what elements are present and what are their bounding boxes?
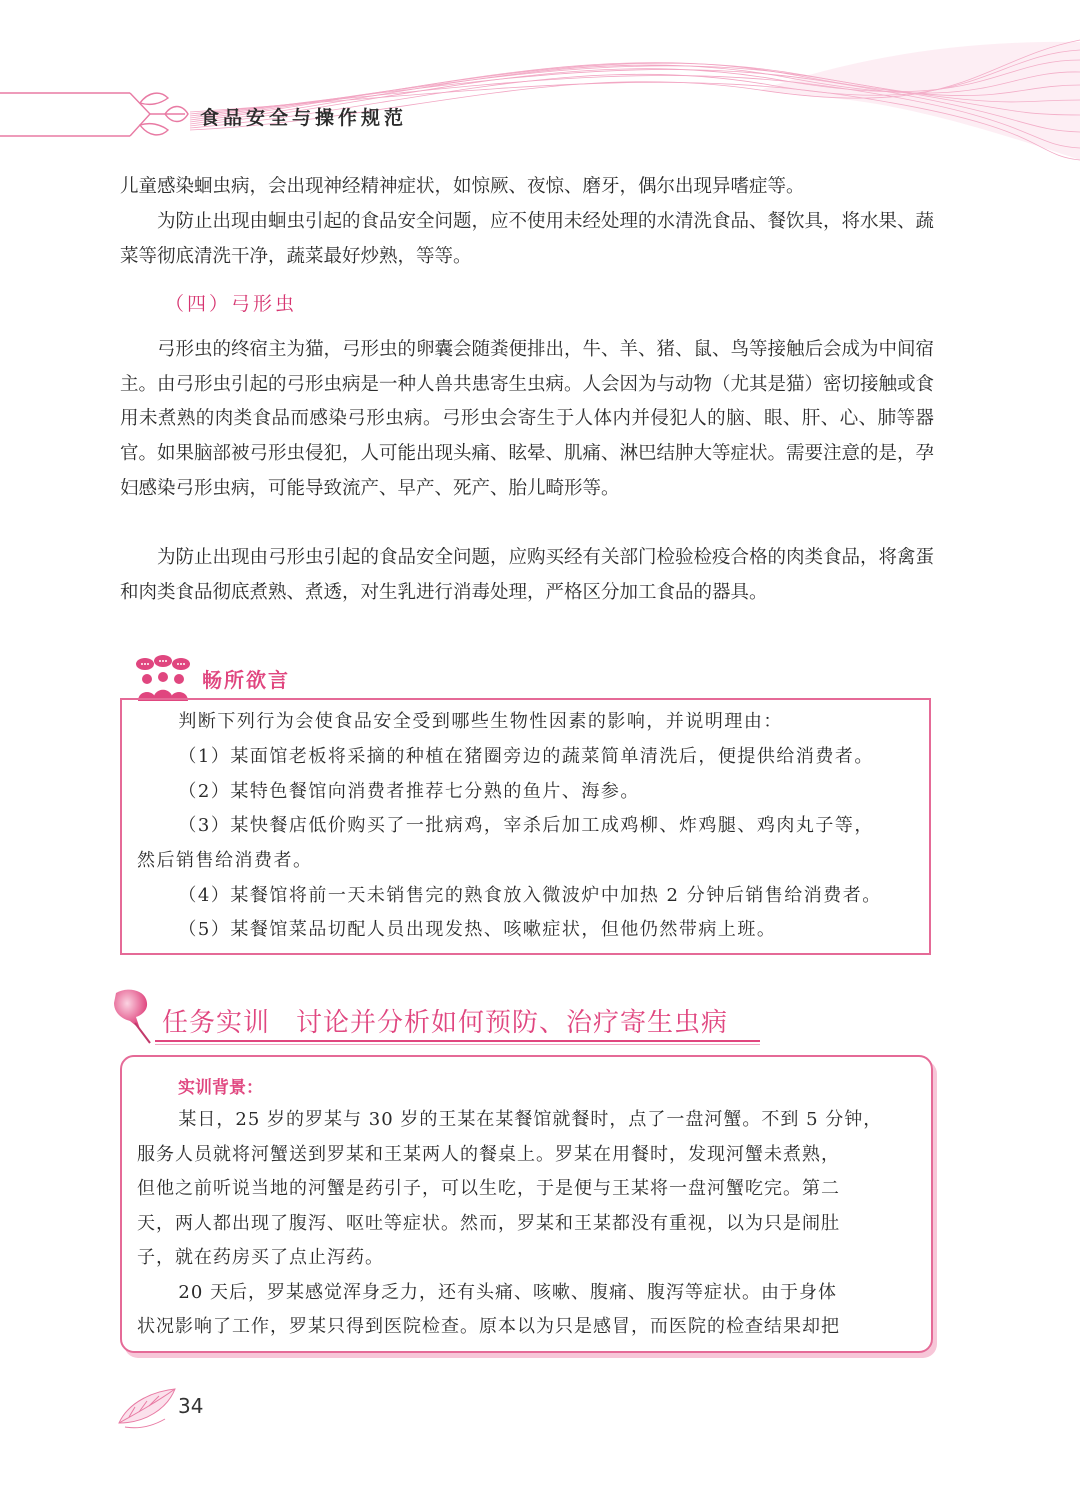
discussion-item-1: （1）某面馆老板将采摘的种植在猪圈旁边的蔬菜简单清洗后，便提供给消费者。 (178, 746, 874, 767)
discussion-item-5: （5）某餐馆菜品切配人员出现发热、咳嗽症状，但他仍然带病上班。 (178, 919, 777, 940)
pushpin-icon (108, 985, 158, 1045)
section-heading-toxoplasma: （四）弓形虫 (165, 293, 298, 315)
task-title-underline (155, 1040, 760, 1042)
background-line-7: 状况影响了工作，罗某只得到医院检查。原本以为只是感冒，而医院的检查结果却把 (137, 1316, 840, 1337)
paragraph-toxoplasma-prevention: 为防止出现由弓形虫引起的食品安全问题，应购买经有关部门检验检疫合格的肉类食品，将禽蛋和肉类食品彻底煮熟、煮透，对生乳进行消毒处理，严格区分加工食品的器具。 (120, 547, 935, 603)
paragraph-toxoplasma-description: 弓形虫的终宿主为猫，弓形虫的卵囊会随粪便排出，牛、羊、猪、鼠、鸟等接触后会成为中间宿主。由弓形虫引起的弓形虫病是一种人兽共患寄生虫病。人会因为与动物（尤其是猫）密切接触或食用未煮熟的肉类食品而感染弓形虫病。弓形虫会寄生于人体内并侵犯人的脑、眼、肝、心、肺等器官。如果脑部被弓形虫侵犯，人可能出现头痛、眩晕、肌痛、淋巴结肿大等症状。需要注意的是，孕妇感染弓形虫病，可能导致流产、早产、死产、胎儿畸形等。 (120, 339, 935, 499)
page-number: 34 (178, 1394, 204, 1418)
task-title-underline-thin (155, 1044, 760, 1045)
background-line-2: 服务人员就将河蟹送到罗某和王某两人的餐桌上。罗某在用餐时，发现河蟹未煮熟， (137, 1144, 840, 1165)
header-title: 食品安全与操作规范 (200, 107, 408, 129)
discussion-item-4: （4）某餐馆将前一天未销售完的熟食放入微波炉中加热 2 分钟后销售给消费者。 (178, 885, 882, 906)
background-line-6: 20 天后，罗某感觉浑身乏力，还有头痛、咳嗽、腹痛、腹泻等症状。由于身体 (178, 1282, 838, 1303)
discussion-title: 畅所欲言 (202, 668, 290, 692)
task-title (162, 1002, 728, 1039)
background-line-3: 但他之前听说当地的河蟹是药引子，可以生吃，于是便与王某将一盘河蟹吃完。第二 (137, 1178, 840, 1199)
background-line-4: 天，两人都出现了腹泻、呕吐等症状。然而，罗某和王某都没有重视，以为只是闹肚 (137, 1213, 840, 1234)
paragraph-roundworm-prevention: 为防止出现由蛔虫引起的食品安全问题，应不使用未经处理的水清洗食品、餐饮具，将水果、蔬菜等彻底清洗干净，蔬菜最好炒熟，等等。 (120, 211, 935, 267)
discussion-item-2: （2）某特色餐馆向消费者推荐七分熟的鱼片、海参。 (178, 781, 640, 802)
task-title-part1: 任务实训 (162, 1008, 271, 1038)
leaf-decoration-icon (115, 1383, 180, 1433)
discussion-item-3: （3）某快餐店低价购买了一批病鸡，宰杀后加工成鸡柳、炸鸡腿、鸡肉丸子等， (178, 815, 874, 836)
discussion-intro: 判断下列行为会使食品安全受到哪些生物性因素的影响，并说明理由： (178, 711, 783, 732)
training-background-label: 实训背景： (178, 1078, 263, 1098)
paragraph-roundworm-symptoms: 儿童感染蛔虫病，会出现神经精神症状，如惊厥、夜惊、磨牙，偶尔出现异嗜症等。 (120, 176, 805, 197)
task-title-part2: 讨论并分析如何预防、治疗寄生虫病 (296, 1008, 729, 1038)
background-line-5: 子，就在药房买了点止泻药。 (137, 1247, 384, 1268)
discussion-item-3-cont: 然后销售给消费者。 (137, 850, 313, 871)
discussion-people-icon (133, 655, 193, 703)
header-wave-decoration (0, 0, 1080, 170)
background-line-1: 某日，25 岁的罗某与 30 岁的王某在某餐馆就餐时，点了一盘河蟹。不到 5 分钟， (178, 1109, 883, 1130)
